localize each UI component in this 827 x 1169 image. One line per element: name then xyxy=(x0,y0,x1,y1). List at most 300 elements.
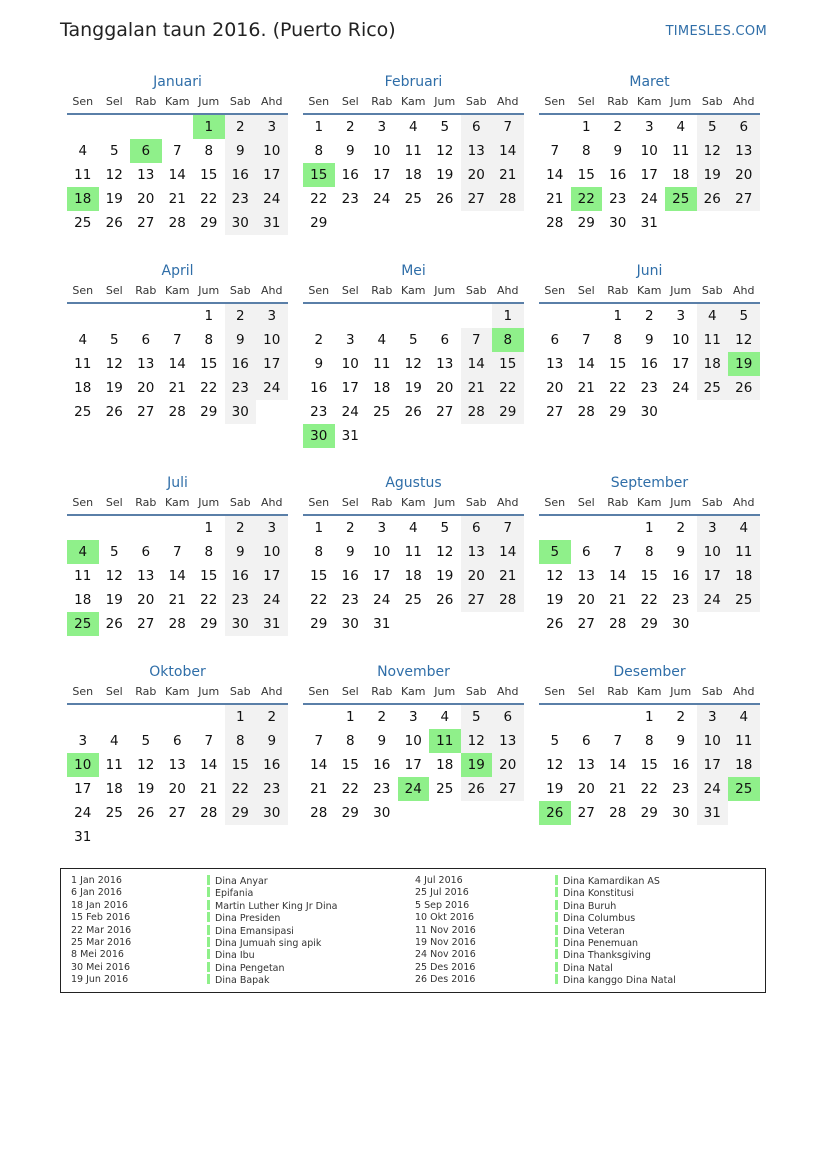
day-cell[interactable]: 25 xyxy=(728,588,760,612)
day-cell[interactable]: 19 xyxy=(546,781,564,797)
day-cell[interactable]: 16 xyxy=(373,757,391,773)
day-cell[interactable]: 19 xyxy=(436,568,454,584)
day-cell[interactable]: 22 xyxy=(310,191,328,207)
day-cell[interactable]: 28 xyxy=(168,404,186,420)
day-cell[interactable]: 30 xyxy=(672,805,690,821)
day-cell[interactable]: 4 xyxy=(377,332,387,348)
day-cell[interactable]: 1 xyxy=(613,308,623,324)
day-cell[interactable]: 12 xyxy=(546,757,564,773)
day-cell[interactable]: 26 xyxy=(436,592,454,608)
day-cell[interactable]: 11 xyxy=(74,356,92,372)
day-cell[interactable]: 3 xyxy=(408,709,418,725)
day-cell[interactable]: 4 xyxy=(78,143,88,159)
day-cell[interactable]: 21 xyxy=(577,380,595,396)
day-cell[interactable]: 28 xyxy=(492,588,524,612)
day-cell[interactable]: 10 xyxy=(697,729,729,753)
day-cell[interactable]: 11 xyxy=(373,356,391,372)
day-cell[interactable]: 2 xyxy=(345,119,355,135)
day-cell[interactable]: 16 xyxy=(310,380,328,396)
day-cell[interactable]: 6 xyxy=(440,332,450,348)
day-cell[interactable]: 1 xyxy=(345,709,355,725)
day-cell[interactable]: 29 xyxy=(200,616,218,632)
day-cell[interactable]: 17 xyxy=(256,352,288,376)
day-cell[interactable]: 5 xyxy=(109,332,119,348)
day-cell[interactable]: 28 xyxy=(546,215,564,231)
day-cell[interactable]: 2 xyxy=(613,119,623,135)
day-cell[interactable]: 9 xyxy=(377,733,387,749)
day-cell[interactable]: 26 xyxy=(461,777,493,801)
day-cell[interactable]: 15 xyxy=(609,356,627,372)
day-cell[interactable]: 6 xyxy=(130,139,162,163)
day-cell[interactable]: 3 xyxy=(697,705,729,729)
day-cell[interactable]: 29 xyxy=(640,805,658,821)
day-cell[interactable]: 12 xyxy=(436,143,454,159)
day-cell[interactable]: 20 xyxy=(546,380,564,396)
day-cell[interactable]: 29 xyxy=(200,215,218,231)
day-cell[interactable]: 10 xyxy=(256,540,288,564)
day-cell[interactable]: 4 xyxy=(408,520,418,536)
day-cell[interactable]: 23 xyxy=(672,781,690,797)
day-cell[interactable]: 15 xyxy=(341,757,359,773)
day-cell[interactable]: 17 xyxy=(640,167,658,183)
day-cell[interactable]: 16 xyxy=(341,167,359,183)
day-cell[interactable]: 20 xyxy=(137,592,155,608)
day-cell[interactable]: 11 xyxy=(74,167,92,183)
day-cell[interactable]: 21 xyxy=(492,163,524,187)
day-cell[interactable]: 28 xyxy=(609,616,627,632)
day-cell[interactable]: 2 xyxy=(377,709,387,725)
day-cell[interactable]: 27 xyxy=(461,588,493,612)
day-cell[interactable]: 5 xyxy=(141,733,151,749)
day-cell[interactable]: 18 xyxy=(74,592,92,608)
day-cell[interactable]: 26 xyxy=(137,805,155,821)
day-cell[interactable]: 29 xyxy=(609,404,627,420)
day-cell[interactable]: 2 xyxy=(225,516,257,540)
day-cell[interactable]: 11 xyxy=(404,544,422,560)
day-cell[interactable]: 4 xyxy=(728,516,760,540)
day-cell[interactable]: 8 xyxy=(345,733,355,749)
day-cell[interactable]: 12 xyxy=(436,544,454,560)
day-cell[interactable]: 20 xyxy=(577,592,595,608)
day-cell[interactable]: 3 xyxy=(256,115,288,139)
day-cell[interactable]: 19 xyxy=(137,781,155,797)
day-cell[interactable]: 13 xyxy=(577,568,595,584)
day-cell[interactable]: 25 xyxy=(728,777,760,801)
day-cell[interactable]: 5 xyxy=(697,115,729,139)
day-cell[interactable]: 19 xyxy=(105,380,123,396)
day-cell[interactable]: 26 xyxy=(105,404,123,420)
day-cell[interactable]: 22 xyxy=(640,592,658,608)
day-cell[interactable]: 17 xyxy=(697,753,729,777)
day-cell[interactable]: 2 xyxy=(256,705,288,729)
day-cell[interactable]: 6 xyxy=(141,544,151,560)
day-cell[interactable]: 27 xyxy=(546,404,564,420)
day-cell[interactable]: 15 xyxy=(640,568,658,584)
day-cell[interactable]: 6 xyxy=(550,332,560,348)
day-cell[interactable]: 1 xyxy=(492,304,524,328)
day-cell[interactable]: 1 xyxy=(314,119,324,135)
day-cell[interactable]: 1 xyxy=(581,119,591,135)
day-cell[interactable]: 2 xyxy=(225,304,257,328)
day-cell[interactable]: 12 xyxy=(105,167,123,183)
day-cell[interactable]: 27 xyxy=(577,805,595,821)
day-cell[interactable]: 17 xyxy=(373,568,391,584)
day-cell[interactable]: 23 xyxy=(341,592,359,608)
day-cell[interactable]: 16 xyxy=(672,568,690,584)
day-cell[interactable]: 8 xyxy=(644,733,654,749)
day-cell[interactable]: 3 xyxy=(377,119,387,135)
day-cell[interactable]: 21 xyxy=(609,781,627,797)
day-cell[interactable]: 18 xyxy=(728,564,760,588)
day-cell[interactable]: 9 xyxy=(345,143,355,159)
day-cell[interactable]: 26 xyxy=(436,191,454,207)
day-cell[interactable]: 27 xyxy=(137,215,155,231)
day-cell[interactable]: 25 xyxy=(105,805,123,821)
day-cell[interactable]: 3 xyxy=(697,516,729,540)
day-cell[interactable]: 4 xyxy=(109,733,119,749)
day-cell[interactable]: 18 xyxy=(67,187,99,211)
day-cell[interactable]: 31 xyxy=(640,215,658,231)
day-cell[interactable]: 22 xyxy=(492,376,524,400)
day-cell[interactable]: 30 xyxy=(225,400,257,424)
day-cell[interactable]: 7 xyxy=(172,143,182,159)
day-cell[interactable]: 2 xyxy=(314,332,324,348)
day-cell[interactable]: 19 xyxy=(436,167,454,183)
day-cell[interactable]: 15 xyxy=(200,167,218,183)
day-cell[interactable]: 20 xyxy=(461,163,493,187)
day-cell[interactable]: 25 xyxy=(404,191,422,207)
day-cell[interactable]: 14 xyxy=(492,540,524,564)
day-cell[interactable]: 30 xyxy=(640,404,658,420)
day-cell[interactable]: 2 xyxy=(225,115,257,139)
day-cell[interactable]: 25 xyxy=(436,781,454,797)
day-cell[interactable]: 30 xyxy=(225,612,257,636)
day-cell[interactable]: 17 xyxy=(672,356,690,372)
day-cell[interactable]: 1 xyxy=(204,308,214,324)
day-cell[interactable]: 15 xyxy=(310,568,328,584)
day-cell[interactable]: 17 xyxy=(256,564,288,588)
day-cell[interactable]: 28 xyxy=(200,805,218,821)
day-cell[interactable]: 16 xyxy=(672,757,690,773)
day-cell[interactable]: 5 xyxy=(408,332,418,348)
day-cell[interactable]: 10 xyxy=(697,540,729,564)
day-cell[interactable]: 31 xyxy=(256,211,288,235)
day-cell[interactable]: 2 xyxy=(644,308,654,324)
day-cell[interactable]: 22 xyxy=(225,777,257,801)
day-cell[interactable]: 14 xyxy=(577,356,595,372)
day-cell[interactable]: 19 xyxy=(728,352,760,376)
day-cell[interactable]: 6 xyxy=(492,705,524,729)
day-cell[interactable]: 18 xyxy=(697,352,729,376)
day-cell[interactable]: 12 xyxy=(728,328,760,352)
brand-logo[interactable]: TIMESLES.COM xyxy=(665,24,767,39)
day-cell[interactable]: 14 xyxy=(168,568,186,584)
day-cell[interactable]: 27 xyxy=(728,187,760,211)
day-cell[interactable]: 21 xyxy=(310,781,328,797)
day-cell[interactable]: 7 xyxy=(172,332,182,348)
day-cell[interactable]: 14 xyxy=(492,139,524,163)
day-cell[interactable]: 8 xyxy=(613,332,623,348)
day-cell[interactable]: 19 xyxy=(404,380,422,396)
day-cell[interactable]: 25 xyxy=(373,404,391,420)
day-cell[interactable]: 12 xyxy=(105,568,123,584)
day-cell[interactable]: 24 xyxy=(640,191,658,207)
day-cell[interactable]: 8 xyxy=(581,143,591,159)
day-cell[interactable]: 27 xyxy=(577,616,595,632)
day-cell[interactable]: 20 xyxy=(577,781,595,797)
day-cell[interactable]: 28 xyxy=(609,805,627,821)
day-cell[interactable]: 23 xyxy=(341,191,359,207)
day-cell[interactable]: 23 xyxy=(225,187,257,211)
day-cell[interactable]: 31 xyxy=(74,829,92,845)
day-cell[interactable]: 18 xyxy=(105,781,123,797)
day-cell[interactable]: 5 xyxy=(728,304,760,328)
day-cell[interactable]: 16 xyxy=(225,163,257,187)
day-cell[interactable]: 14 xyxy=(200,757,218,773)
day-cell[interactable]: 28 xyxy=(310,805,328,821)
day-cell[interactable]: 13 xyxy=(546,356,564,372)
day-cell[interactable]: 30 xyxy=(225,211,257,235)
day-cell[interactable]: 17 xyxy=(697,564,729,588)
day-cell[interactable]: 19 xyxy=(105,191,123,207)
day-cell[interactable]: 6 xyxy=(581,544,591,560)
day-cell[interactable]: 3 xyxy=(676,308,686,324)
day-cell[interactable]: 26 xyxy=(728,376,760,400)
day-cell[interactable]: 12 xyxy=(546,568,564,584)
day-cell[interactable]: 22 xyxy=(200,592,218,608)
day-cell[interactable]: 9 xyxy=(676,544,686,560)
day-cell[interactable]: 6 xyxy=(461,115,493,139)
day-cell[interactable]: 31 xyxy=(341,428,359,444)
day-cell[interactable]: 7 xyxy=(492,516,524,540)
day-cell[interactable]: 19 xyxy=(105,592,123,608)
day-cell[interactable]: 11 xyxy=(728,540,760,564)
day-cell[interactable]: 5 xyxy=(440,520,450,536)
day-cell[interactable]: 31 xyxy=(373,616,391,632)
day-cell[interactable]: 22 xyxy=(609,380,627,396)
day-cell[interactable]: 17 xyxy=(341,380,359,396)
day-cell[interactable]: 10 xyxy=(404,733,422,749)
day-cell[interactable]: 4 xyxy=(440,709,450,725)
day-cell[interactable]: 24 xyxy=(373,191,391,207)
day-cell[interactable]: 9 xyxy=(613,143,623,159)
day-cell[interactable]: 24 xyxy=(697,588,729,612)
day-cell[interactable]: 17 xyxy=(373,167,391,183)
day-cell[interactable]: 18 xyxy=(404,568,422,584)
day-cell[interactable]: 8 xyxy=(314,143,324,159)
day-cell[interactable]: 16 xyxy=(640,356,658,372)
day-cell[interactable]: 24 xyxy=(373,592,391,608)
day-cell[interactable]: 13 xyxy=(461,139,493,163)
day-cell[interactable]: 18 xyxy=(74,380,92,396)
day-cell[interactable]: 21 xyxy=(168,592,186,608)
day-cell[interactable]: 11 xyxy=(728,729,760,753)
day-cell[interactable]: 22 xyxy=(200,380,218,396)
day-cell[interactable]: 13 xyxy=(137,356,155,372)
day-cell[interactable]: 25 xyxy=(404,592,422,608)
day-cell[interactable]: 20 xyxy=(728,163,760,187)
day-cell[interactable]: 5 xyxy=(550,733,560,749)
day-cell[interactable]: 4 xyxy=(697,304,729,328)
day-cell[interactable]: 7 xyxy=(461,328,493,352)
day-cell[interactable]: 19 xyxy=(461,753,493,777)
day-cell[interactable]: 8 xyxy=(225,729,257,753)
day-cell[interactable]: 24 xyxy=(341,404,359,420)
day-cell[interactable]: 8 xyxy=(204,544,214,560)
day-cell[interactable]: 21 xyxy=(461,376,493,400)
day-cell[interactable]: 9 xyxy=(676,733,686,749)
day-cell[interactable]: 23 xyxy=(640,380,658,396)
day-cell[interactable]: 14 xyxy=(546,167,564,183)
day-cell[interactable]: 6 xyxy=(728,115,760,139)
day-cell[interactable]: 23 xyxy=(225,588,257,612)
day-cell[interactable]: 27 xyxy=(461,187,493,211)
day-cell[interactable]: 7 xyxy=(613,733,623,749)
day-cell[interactable]: 23 xyxy=(672,592,690,608)
day-cell[interactable]: 4 xyxy=(728,705,760,729)
day-cell[interactable]: 11 xyxy=(105,757,123,773)
day-cell[interactable]: 31 xyxy=(697,801,729,825)
day-cell[interactable]: 23 xyxy=(310,404,328,420)
day-cell[interactable]: 1 xyxy=(193,115,225,139)
day-cell[interactable]: 13 xyxy=(168,757,186,773)
day-cell[interactable]: 11 xyxy=(404,143,422,159)
day-cell[interactable]: 10 xyxy=(373,544,391,560)
day-cell[interactable]: 29 xyxy=(225,801,257,825)
day-cell[interactable]: 25 xyxy=(74,404,92,420)
day-cell[interactable]: 17 xyxy=(256,163,288,187)
day-cell[interactable]: 10 xyxy=(672,332,690,348)
day-cell[interactable]: 17 xyxy=(74,781,92,797)
day-cell[interactable]: 13 xyxy=(492,729,524,753)
day-cell[interactable]: 29 xyxy=(341,805,359,821)
day-cell[interactable]: 5 xyxy=(440,119,450,135)
day-cell[interactable]: 3 xyxy=(644,119,654,135)
day-cell[interactable]: 15 xyxy=(303,163,335,187)
day-cell[interactable]: 24 xyxy=(74,805,92,821)
day-cell[interactable]: 27 xyxy=(137,404,155,420)
day-cell[interactable]: 30 xyxy=(609,215,627,231)
day-cell[interactable]: 12 xyxy=(105,356,123,372)
day-cell[interactable]: 26 xyxy=(404,404,422,420)
day-cell[interactable]: 28 xyxy=(168,616,186,632)
day-cell[interactable]: 12 xyxy=(697,139,729,163)
day-cell[interactable]: 12 xyxy=(404,356,422,372)
day-cell[interactable]: 7 xyxy=(204,733,214,749)
day-cell[interactable]: 9 xyxy=(225,139,257,163)
day-cell[interactable]: 8 xyxy=(204,143,214,159)
day-cell[interactable]: 18 xyxy=(373,380,391,396)
day-cell[interactable]: 6 xyxy=(461,516,493,540)
day-cell[interactable]: 1 xyxy=(644,520,654,536)
day-cell[interactable]: 3 xyxy=(256,516,288,540)
day-cell[interactable]: 25 xyxy=(697,376,729,400)
day-cell[interactable]: 4 xyxy=(408,119,418,135)
day-cell[interactable]: 28 xyxy=(461,400,493,424)
day-cell[interactable]: 15 xyxy=(200,568,218,584)
day-cell[interactable]: 30 xyxy=(303,424,335,448)
day-cell[interactable]: 23 xyxy=(256,777,288,801)
day-cell[interactable]: 13 xyxy=(137,167,155,183)
day-cell[interactable]: 14 xyxy=(609,568,627,584)
day-cell[interactable]: 29 xyxy=(492,400,524,424)
day-cell[interactable]: 10 xyxy=(341,356,359,372)
day-cell[interactable]: 1 xyxy=(204,520,214,536)
day-cell[interactable]: 22 xyxy=(571,187,603,211)
day-cell[interactable]: 24 xyxy=(256,588,288,612)
day-cell[interactable]: 1 xyxy=(225,705,257,729)
day-cell[interactable]: 8 xyxy=(314,544,324,560)
day-cell[interactable]: 20 xyxy=(168,781,186,797)
day-cell[interactable]: 7 xyxy=(550,143,560,159)
day-cell[interactable]: 11 xyxy=(74,568,92,584)
day-cell[interactable]: 3 xyxy=(256,304,288,328)
day-cell[interactable]: 28 xyxy=(492,187,524,211)
day-cell[interactable]: 16 xyxy=(341,568,359,584)
day-cell[interactable]: 16 xyxy=(225,352,257,376)
day-cell[interactable]: 5 xyxy=(109,143,119,159)
day-cell[interactable]: 10 xyxy=(373,143,391,159)
day-cell[interactable]: 7 xyxy=(172,544,182,560)
day-cell[interactable]: 11 xyxy=(429,729,461,753)
day-cell[interactable]: 10 xyxy=(67,753,99,777)
day-cell[interactable]: 25 xyxy=(74,215,92,231)
day-cell[interactable]: 22 xyxy=(200,191,218,207)
day-cell[interactable]: 7 xyxy=(581,332,591,348)
day-cell[interactable]: 15 xyxy=(225,753,257,777)
day-cell[interactable]: 10 xyxy=(640,143,658,159)
day-cell[interactable]: 29 xyxy=(200,404,218,420)
day-cell[interactable]: 27 xyxy=(436,404,454,420)
day-cell[interactable]: 23 xyxy=(225,376,257,400)
day-cell[interactable]: 28 xyxy=(168,215,186,231)
day-cell[interactable]: 22 xyxy=(310,592,328,608)
day-cell[interactable]: 21 xyxy=(168,380,186,396)
day-cell[interactable]: 30 xyxy=(256,801,288,825)
day-cell[interactable]: 29 xyxy=(310,616,328,632)
day-cell[interactable]: 20 xyxy=(461,564,493,588)
day-cell[interactable]: 7 xyxy=(613,544,623,560)
day-cell[interactable]: 6 xyxy=(581,733,591,749)
day-cell[interactable]: 14 xyxy=(609,757,627,773)
day-cell[interactable]: 9 xyxy=(225,328,257,352)
day-cell[interactable]: 12 xyxy=(461,729,493,753)
day-cell[interactable]: 15 xyxy=(492,352,524,376)
day-cell[interactable]: 27 xyxy=(137,616,155,632)
day-cell[interactable]: 12 xyxy=(137,757,155,773)
day-cell[interactable]: 26 xyxy=(539,801,571,825)
day-cell[interactable]: 31 xyxy=(256,612,288,636)
day-cell[interactable]: 18 xyxy=(672,167,690,183)
day-cell[interactable]: 9 xyxy=(345,544,355,560)
day-cell[interactable]: 21 xyxy=(546,191,564,207)
day-cell[interactable]: 26 xyxy=(546,616,564,632)
day-cell[interactable]: 3 xyxy=(377,520,387,536)
day-cell[interactable]: 29 xyxy=(310,215,328,231)
day-cell[interactable]: 2 xyxy=(345,520,355,536)
day-cell[interactable]: 16 xyxy=(609,167,627,183)
day-cell[interactable]: 19 xyxy=(546,592,564,608)
day-cell[interactable]: 13 xyxy=(728,139,760,163)
day-cell[interactable]: 26 xyxy=(105,215,123,231)
day-cell[interactable]: 29 xyxy=(640,616,658,632)
day-cell[interactable]: 22 xyxy=(640,781,658,797)
day-cell[interactable]: 6 xyxy=(172,733,182,749)
day-cell[interactable]: 20 xyxy=(137,191,155,207)
day-cell[interactable]: 25 xyxy=(67,612,99,636)
day-cell[interactable]: 21 xyxy=(609,592,627,608)
day-cell[interactable]: 5 xyxy=(109,544,119,560)
